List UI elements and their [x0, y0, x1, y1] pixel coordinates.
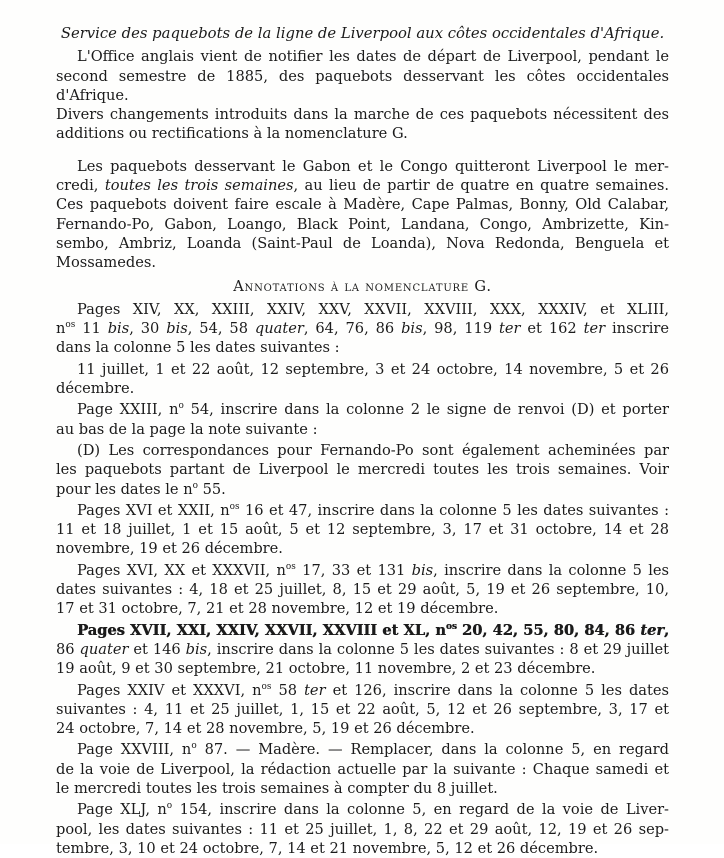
paragraph-9 [56, 621, 669, 679]
text-run: , [663, 621, 669, 639]
text-run: décembre. [56, 380, 135, 398]
text-line [56, 700, 669, 719]
text-run: o [191, 741, 197, 752]
text-run: os [445, 621, 457, 632]
text-run: les paquebots partant de Liverpool le mercredi toutes les trois semaines. Voir [56, 461, 669, 479]
text-run: Pages XXIV et XXXVI, n [77, 681, 262, 699]
text-run: 16 et 47, inscrire dans la colonne 5 les dates suivantes : [239, 501, 669, 519]
text-run: os [65, 320, 76, 331]
section-heading [56, 277, 669, 296]
text-line [56, 760, 669, 779]
text-run: Les paquebots desservant le Gabon et le Congo quitteront Liverpool le mer- [77, 157, 669, 175]
text-line [56, 215, 669, 234]
text-line [56, 539, 669, 558]
text-run: quater [254, 320, 304, 338]
text-run: dans la colonne 5 les dates suivantes : [56, 339, 340, 357]
text-run: Service des paquebots de la ligne de Liverpool aux côtes occidentales d'Afrique. [60, 25, 665, 42]
text-run: bis [411, 561, 434, 579]
text-run: 17 et 31 octobre, 7, 21 et 28 novembre, 12 et 19 décembre. [56, 600, 499, 618]
text-line [56, 157, 669, 176]
text-run: Pages XVI, XX et XXXVII, n [77, 561, 286, 579]
text-line [56, 195, 669, 214]
text-run: 54, inscrire dans la colonne 2 le signe de renvoi (D) et porter [183, 401, 669, 419]
text-line [56, 67, 669, 106]
text-run: Annotations à la nomenclature G. [233, 277, 492, 295]
text-run: 24 octobre, 7, 14 et 28 novembre, 5, 19 et 26 décembre. [56, 720, 475, 738]
text-run: pour les dates le n [56, 480, 193, 498]
text-run: 154, inscrire dans la colonne 5, en regard de la voie de Liver- [172, 801, 669, 819]
document-title [56, 24, 669, 43]
text-run: , inscrire dans la colonne 5 les dates suivantes : 8 et 29 juillet [207, 640, 670, 658]
text-line [56, 420, 669, 439]
text-run: ter [640, 621, 664, 639]
paragraph-4 [56, 360, 669, 399]
text-line [56, 379, 669, 398]
paragraph-8 [56, 561, 669, 619]
text-run: Page XLJ, n [77, 801, 167, 819]
paragraph-7 [56, 501, 669, 559]
text-run: Mossamedes. [56, 254, 156, 272]
text-run: Pages XVI et XXII, n [77, 501, 230, 519]
text-run: credi, [56, 177, 105, 195]
text-run: tembre, 3, 10 et 24 octobre, 7, 14 et 21 novembre, 5, 12 et 26 décembre. [56, 839, 599, 857]
text-run: 20, 42, 55, 80, 84, 86 [456, 621, 641, 639]
text-run: bis [107, 320, 130, 338]
text-run: bis [401, 320, 423, 338]
text-run: 55. [197, 480, 226, 498]
text-line [56, 176, 669, 195]
text-run: , 98, 119 [422, 320, 500, 338]
text-line [56, 640, 669, 659]
text-line [56, 338, 669, 357]
text-line [56, 800, 669, 819]
text-line [56, 441, 669, 460]
paragraph-1 [56, 47, 669, 143]
text-run: et 126, inscrire dans la colonne 5 les dates [325, 681, 669, 699]
text-run: os [261, 681, 272, 692]
text-run: ter [304, 681, 326, 699]
text-run: bis [185, 640, 208, 658]
text-run: o [178, 401, 184, 412]
text-run: novembre, 19 et 26 décembre. [56, 540, 283, 558]
text-run: 17, 33 et 131 [295, 561, 412, 579]
text-run: le mercredi toutes les trois semaines à compter du 8 juillet. [56, 779, 498, 797]
text-run: Pages XVII, XXI, XXIV, XXVII, XXVIII et XL, n [77, 621, 446, 639]
text-line [56, 681, 669, 700]
text-line [56, 24, 669, 43]
text-run: o [166, 801, 173, 812]
text-run: ter [583, 320, 606, 338]
text-run: (D) Les correspondances pour Fernando-Po sont également acheminées par [77, 441, 669, 459]
text-run: 11 et 18 juillet, 1 et 15 août, 5 et 12 septembre, 3, 17 et 31 octobre, 14 et 28 [56, 521, 669, 539]
text-line [56, 659, 669, 678]
text-line [56, 460, 669, 479]
text-line [56, 520, 669, 539]
text-run: Divers changements introduits dans la marche de ces paquebots nécessitent des [56, 106, 669, 124]
text-run: os [285, 561, 296, 572]
text-line [56, 124, 669, 143]
text-line [56, 400, 669, 419]
text-line [56, 300, 669, 319]
text-run: et 162 [520, 320, 584, 338]
text-line [56, 580, 669, 599]
text-run: o [192, 480, 198, 491]
text-line [56, 839, 669, 858]
paragraph-10 [56, 681, 669, 739]
text-run: de la voie de Liverpool, la rédaction actuelle par la suivante : Chaque samedi et [56, 760, 669, 778]
text-run: Fernando-Po, Gabon, Loango, Black Point, Landana, Congo, Ambrizette, Kin- [56, 215, 669, 233]
text-run: , 30 [129, 320, 167, 338]
text-run: 58 [271, 681, 305, 699]
text-run: Page XXIII, n [77, 401, 179, 419]
text-line [56, 277, 669, 296]
text-run: et 146 [128, 640, 186, 658]
text-run: au bas de la page la note suivante : [56, 420, 318, 438]
text-run: , 54, 58 [187, 320, 255, 338]
text-line [56, 561, 669, 580]
text-run: L'Office anglais vient de notifier les dates de départ de Liverpool, pendant le [77, 48, 669, 66]
text-run: bis [166, 320, 188, 338]
text-line [56, 47, 669, 66]
text-line [56, 501, 669, 520]
text-run: quater [79, 640, 129, 658]
text-run: second semestre de 1885, des paquebots desservant les côtes occidentales d'Afrique. [56, 67, 669, 104]
text-run: , au lieu de partir de quatre en quatre semaines. [293, 177, 669, 195]
text-line [56, 319, 669, 338]
text-run: os [229, 501, 240, 512]
text-run: additions ou rectifications à la nomenclature G. [56, 125, 408, 143]
text-line [56, 719, 669, 738]
text-run: 11 juillet, 1 et 22 août, 12 septembre, 3 et 24 octobre, 14 novembre, 5 et 26 [77, 360, 669, 378]
text-run: sembo, Ambriz, Loanda (Saint-Paul de Loanda), Nova Redonda, Benguela et [56, 234, 669, 252]
text-line [56, 253, 669, 272]
text-run: 11 [75, 320, 108, 338]
text-run: 19 août, 9 et 30 septembre, 21 octobre, 11 novembre, 2 et 23 décembre. [56, 660, 596, 678]
paragraph-3 [56, 300, 669, 358]
text-run: toutes les trois semaines [104, 177, 294, 195]
paragraph-12 [56, 800, 669, 858]
text-line [56, 480, 669, 499]
text-run: Page XXVIII, n [77, 741, 192, 759]
text-run: Ces paquebots doivent faire escale à Madère, Cape Palmas, Bonny, Old Calabar, [56, 196, 669, 214]
text-run: ter [499, 320, 521, 338]
text-run: 87. — Madère. — Remplacer, dans la colonne 5, en regard [196, 741, 669, 759]
text-run: Pages XIV, XX, XXIII, XXIV, XXV, XXVII, XXVIII, XXX, XXXIV, et XLIII, [77, 300, 669, 318]
text-run: , 64, 76, 86 [303, 320, 402, 338]
paragraph-2 [56, 157, 669, 273]
text-run: 86 [56, 640, 80, 658]
text-column [56, 24, 669, 858]
text-line [56, 740, 669, 759]
text-run: dates suivantes : 4, 18 et 25 juillet, 8, 15 et 29 août, 5, 19 et 26 septembre, 10, [56, 581, 669, 599]
text-line [56, 820, 669, 839]
paragraph-5 [56, 400, 669, 439]
text-line [56, 599, 669, 618]
text-run: pool, les dates suivantes : 11 et 25 juillet, 1, 8, 22 et 29 août, 12, 19 et 26 sep- [56, 820, 669, 838]
text-line [56, 105, 669, 124]
text-run: inscrire [605, 320, 669, 338]
paragraph-6 [56, 441, 669, 499]
text-run: suivantes : 4, 11 et 25 juillet, 1, 15 et 22 août, 5, 12 et 26 septembre, 3, 17 et [56, 700, 669, 718]
text-run: n [56, 320, 66, 338]
text-line [56, 621, 669, 640]
paragraph-11 [56, 740, 669, 798]
text-line [56, 779, 669, 798]
text-line [56, 360, 669, 379]
text-run: , inscrire dans la colonne 5 les [433, 561, 669, 579]
text-line [56, 234, 669, 253]
